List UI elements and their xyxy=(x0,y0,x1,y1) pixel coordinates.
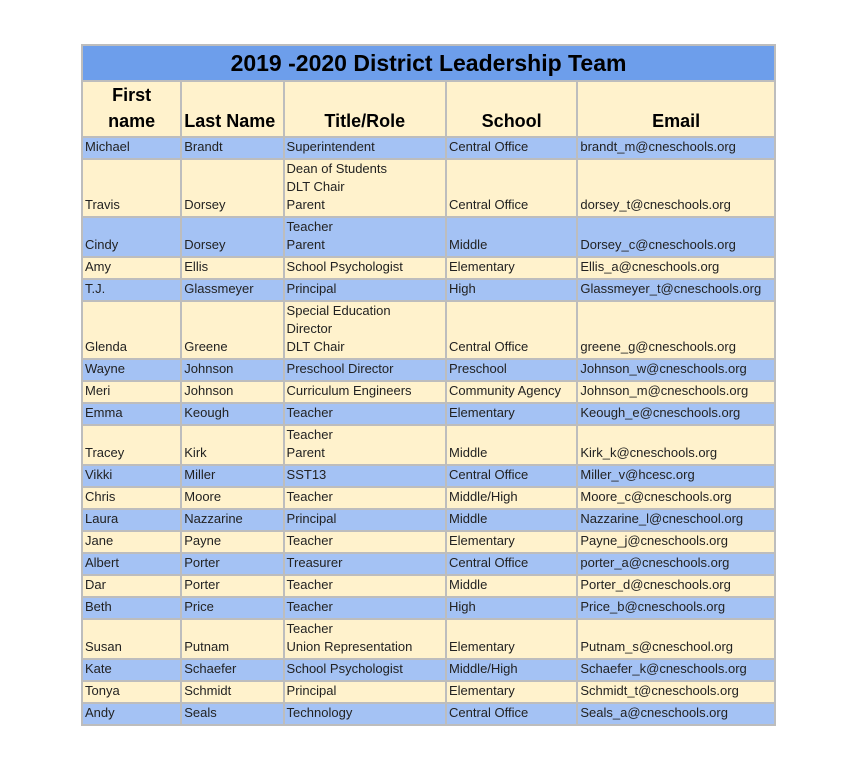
last-name-cell: Dorsey xyxy=(181,159,283,217)
title-role-cell xyxy=(284,403,446,425)
table-row xyxy=(82,465,775,487)
title-role-cell xyxy=(284,359,446,381)
table-row xyxy=(82,217,775,257)
title-role-line: Superintendent xyxy=(286,139,375,154)
title-role-cell xyxy=(284,137,446,159)
school-cell: Elementary xyxy=(446,403,577,425)
title-role-line: Teacher xyxy=(286,621,333,636)
first-name-cell: Amy xyxy=(82,257,181,279)
first-name-cell: Glenda xyxy=(82,301,181,359)
title-role-line: Principal xyxy=(286,511,337,526)
table-row xyxy=(82,159,775,217)
email-cell: brandt_m@cneschools.org xyxy=(577,137,775,159)
title-role-line: DLT Chair xyxy=(286,339,345,354)
email-cell: Kirk_k@cneschools.org xyxy=(577,425,775,465)
table-row xyxy=(82,487,775,509)
title-role-cell xyxy=(284,381,446,403)
email-cell: Putnam_s@cneschool.org xyxy=(577,619,775,659)
table-row xyxy=(82,279,775,301)
table-row xyxy=(82,301,775,359)
header-email: Email xyxy=(577,81,775,137)
last-name-cell: Price xyxy=(181,597,283,619)
school-cell: Middle xyxy=(446,575,577,597)
school-cell: Central Office xyxy=(446,159,577,217)
last-name-cell: Johnson xyxy=(181,381,283,403)
email-cell: Johnson_m@cneschools.org xyxy=(577,381,775,403)
email-cell: greene_g@cneschools.org xyxy=(577,301,775,359)
title-role-line: Teacher xyxy=(286,405,333,420)
table-row xyxy=(82,597,775,619)
last-name-cell: Dorsey xyxy=(181,217,283,257)
title-role-cell xyxy=(284,575,446,597)
school-cell: Middle/High xyxy=(446,487,577,509)
email-cell: Johnson_w@cneschools.org xyxy=(577,359,775,381)
table-row xyxy=(82,425,775,465)
email-cell: Porter_d@cneschools.org xyxy=(577,575,775,597)
school-cell: Community Agency xyxy=(446,381,577,403)
last-name-cell: Seals xyxy=(181,703,283,725)
title-role-line: Teacher xyxy=(286,427,333,442)
email-cell: Seals_a@cneschools.org xyxy=(577,703,775,725)
first-name-cell: Tonya xyxy=(82,681,181,703)
first-name-cell: T.J. xyxy=(82,279,181,301)
email-cell: Miller_v@hcesc.org xyxy=(577,465,775,487)
first-name-cell: Susan xyxy=(82,619,181,659)
first-name-cell: Kate xyxy=(82,659,181,681)
school-cell: Middle xyxy=(446,425,577,465)
last-name-cell: Porter xyxy=(181,575,283,597)
header-first-name-line2: name xyxy=(108,111,156,131)
table-row xyxy=(82,659,775,681)
header-first-name-line1: First xyxy=(112,85,152,105)
last-name-cell: Payne xyxy=(181,531,283,553)
title-role-cell xyxy=(284,703,446,725)
email-cell: Nazzarine_l@cneschool.org xyxy=(577,509,775,531)
title-role-cell xyxy=(284,425,446,465)
table-row xyxy=(82,137,775,159)
table-row xyxy=(82,381,775,403)
last-name-cell: Johnson xyxy=(181,359,283,381)
last-name-cell: Greene xyxy=(181,301,283,359)
title-role-line: Parent xyxy=(286,237,325,252)
title-role-cell xyxy=(284,619,446,659)
first-name-cell: Michael xyxy=(82,137,181,159)
first-name-cell: Travis xyxy=(82,159,181,217)
last-name-cell: Nazzarine xyxy=(181,509,283,531)
title-role-cell xyxy=(284,465,446,487)
school-cell: Central Office xyxy=(446,137,577,159)
header-title-role: Title/Role xyxy=(284,81,446,137)
title-role-line: Principal xyxy=(286,281,337,296)
email-cell: Payne_j@cneschools.org xyxy=(577,531,775,553)
title-role-line: School Psychologist xyxy=(286,661,403,676)
title-role-cell xyxy=(284,531,446,553)
first-name-cell: Beth xyxy=(82,597,181,619)
email-cell: Ellis_a@cneschools.org xyxy=(577,257,775,279)
first-name-cell: Vikki xyxy=(82,465,181,487)
title-row xyxy=(82,45,775,81)
first-name-cell: Dar xyxy=(82,575,181,597)
title-role-cell xyxy=(284,159,446,217)
title-role-cell xyxy=(284,217,446,257)
last-name-cell: Glassmeyer xyxy=(181,279,283,301)
school-cell: Elementary xyxy=(446,681,577,703)
last-name-cell: Moore xyxy=(181,487,283,509)
school-cell: Middle/High xyxy=(446,659,577,681)
email-cell: porter_a@cneschools.org xyxy=(577,553,775,575)
last-name-cell: Miller xyxy=(181,465,283,487)
school-cell: Middle xyxy=(446,217,577,257)
school-cell: Elementary xyxy=(446,619,577,659)
title-role-cell xyxy=(284,509,446,531)
title-role-line: Treasurer xyxy=(286,555,343,570)
last-name-cell: Kirk xyxy=(181,425,283,465)
leadership-team-table xyxy=(81,44,776,726)
title-role-line: Principal xyxy=(286,683,337,698)
header-school: School xyxy=(446,81,577,137)
title-role-line: Parent xyxy=(286,197,325,212)
last-name-cell: Brandt xyxy=(181,137,283,159)
table-row xyxy=(82,681,775,703)
first-name-cell: Chris xyxy=(82,487,181,509)
header-first-name xyxy=(82,81,181,137)
first-name-cell: Cindy xyxy=(82,217,181,257)
table-title: 2019 -2020 District Leadership Team xyxy=(82,45,775,81)
title-role-line: Curriculum Engineers xyxy=(286,383,412,398)
title-role-line: Teacher xyxy=(286,489,333,504)
title-role-line: Technology xyxy=(286,705,353,720)
school-cell: High xyxy=(446,597,577,619)
school-cell: High xyxy=(446,279,577,301)
school-cell: Central Office xyxy=(446,465,577,487)
header-last-name: Last Name xyxy=(181,81,283,137)
school-cell: Central Office xyxy=(446,553,577,575)
header-row xyxy=(82,81,775,137)
table-row xyxy=(82,509,775,531)
title-role-line: Parent xyxy=(286,445,325,460)
title-role-line: Teacher xyxy=(286,577,333,592)
table-row xyxy=(82,257,775,279)
title-role-line: Special Education xyxy=(286,303,391,318)
title-role-cell xyxy=(284,487,446,509)
email-cell: Schmidt_t@cneschools.org xyxy=(577,681,775,703)
table-row xyxy=(82,531,775,553)
title-role-cell xyxy=(284,301,446,359)
email-cell: Dorsey_c@cneschools.org xyxy=(577,217,775,257)
school-cell: Middle xyxy=(446,509,577,531)
school-cell: Central Office xyxy=(446,301,577,359)
email-cell: dorsey_t@cneschools.org xyxy=(577,159,775,217)
school-cell: Central Office xyxy=(446,703,577,725)
table-row xyxy=(82,619,775,659)
title-role-line: Union Representation xyxy=(286,639,413,654)
email-cell: Keough_e@cneschools.org xyxy=(577,403,775,425)
title-role-cell xyxy=(284,257,446,279)
first-name-cell: Laura xyxy=(82,509,181,531)
title-role-line: Teacher xyxy=(286,599,333,614)
table-row xyxy=(82,553,775,575)
first-name-cell: Meri xyxy=(82,381,181,403)
title-role-line: Dean of Students xyxy=(286,161,388,176)
email-cell: Price_b@cneschools.org xyxy=(577,597,775,619)
table-row xyxy=(82,359,775,381)
last-name-cell: Schmidt xyxy=(181,681,283,703)
table-body xyxy=(82,137,775,725)
title-role-line: Director xyxy=(286,321,333,336)
title-role-line: Teacher xyxy=(286,219,333,234)
last-name-cell: Schaefer xyxy=(181,659,283,681)
last-name-cell: Ellis xyxy=(181,257,283,279)
first-name-cell: Emma xyxy=(82,403,181,425)
table-row xyxy=(82,403,775,425)
first-name-cell: Albert xyxy=(82,553,181,575)
table-row xyxy=(82,575,775,597)
title-role-line: DLT Chair xyxy=(286,179,345,194)
last-name-cell: Putnam xyxy=(181,619,283,659)
last-name-cell: Keough xyxy=(181,403,283,425)
school-cell: Preschool xyxy=(446,359,577,381)
title-role-cell xyxy=(284,279,446,301)
title-role-cell xyxy=(284,681,446,703)
last-name-cell: Porter xyxy=(181,553,283,575)
email-cell: Moore_c@cneschools.org xyxy=(577,487,775,509)
first-name-cell: Tracey xyxy=(82,425,181,465)
title-role-line: Preschool Director xyxy=(286,361,394,376)
title-role-line: SST13 xyxy=(286,467,327,482)
title-role-cell xyxy=(284,659,446,681)
first-name-cell: Wayne xyxy=(82,359,181,381)
table-row xyxy=(82,703,775,725)
email-cell: Schaefer_k@cneschools.org xyxy=(577,659,775,681)
email-cell: Glassmeyer_t@cneschools.org xyxy=(577,279,775,301)
title-role-line: School Psychologist xyxy=(286,259,403,274)
first-name-cell: Jane xyxy=(82,531,181,553)
first-name-cell: Andy xyxy=(82,703,181,725)
title-role-line: Teacher xyxy=(286,533,333,548)
school-cell: Elementary xyxy=(446,531,577,553)
school-cell: Elementary xyxy=(446,257,577,279)
title-role-cell xyxy=(284,553,446,575)
title-role-cell xyxy=(284,597,446,619)
